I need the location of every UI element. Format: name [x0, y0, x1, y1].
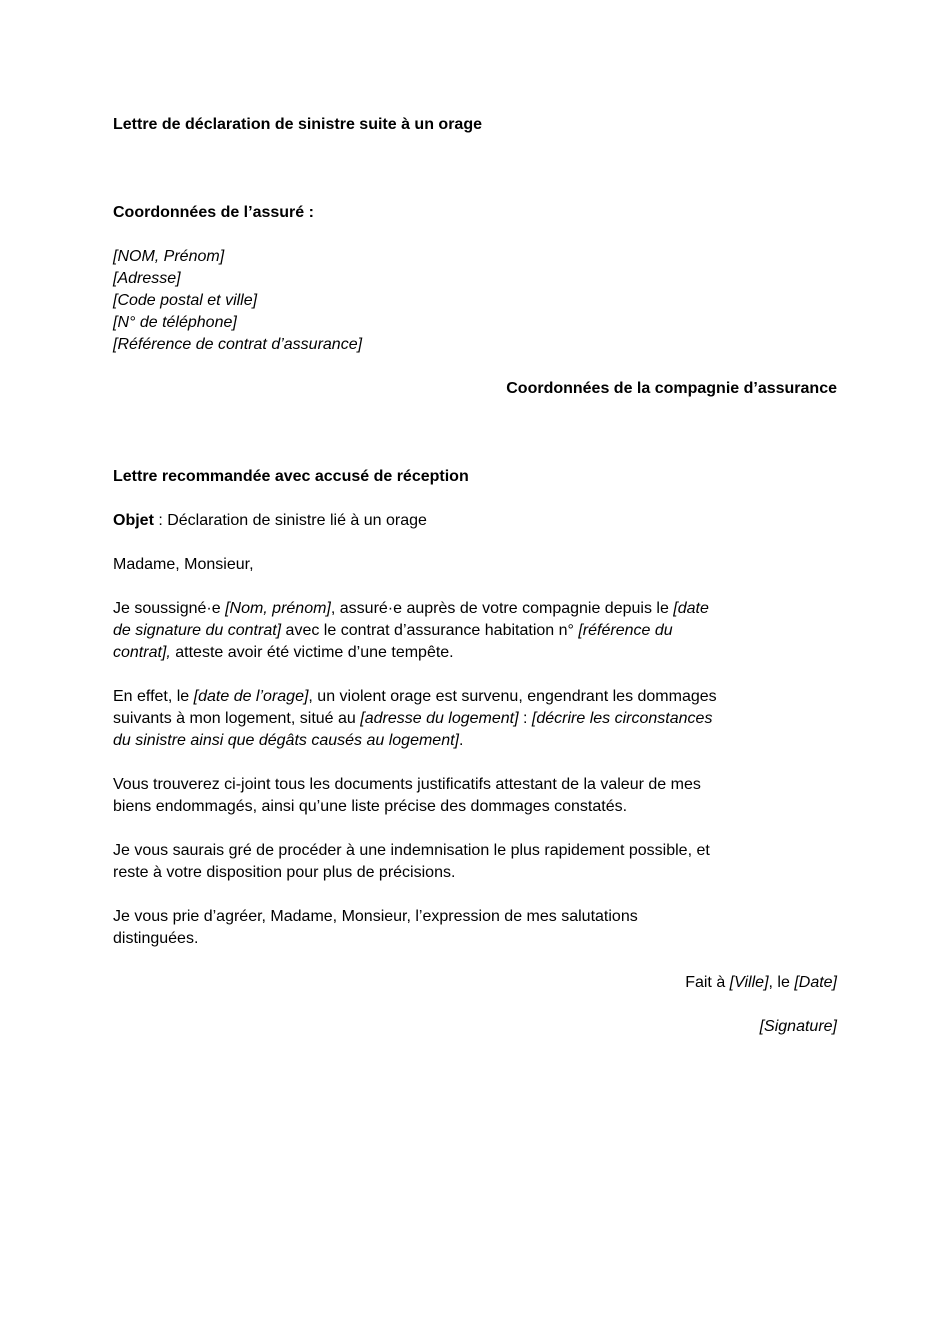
- registered-mail-line: Lettre recommandée avec accusé de réception: [113, 468, 469, 485]
- text-run: , un violent orage est survenu, engendrant les dommages: [308, 688, 717, 705]
- paragraph-line: [113, 642, 837, 664]
- paragraph-line: [113, 796, 837, 818]
- subject-line: [113, 510, 837, 532]
- paragraph-line: [113, 598, 837, 620]
- text-run: [Ville]: [729, 974, 769, 991]
- paragraph-intro: [113, 598, 837, 664]
- text-run: du sinistre ainsi que dégâts causés au logement]: [113, 732, 459, 749]
- text-run: .: [459, 732, 464, 749]
- paragraph-line: [113, 620, 837, 642]
- text-run: avec le contrat d’assurance habitation n°: [281, 622, 579, 639]
- paragraph-incident: [113, 686, 837, 752]
- text-run: de signature du contrat]: [113, 622, 282, 639]
- paragraph-documents: [113, 774, 837, 818]
- text-run: [Nom, prénom]: [225, 600, 331, 617]
- paragraph-line: [113, 862, 837, 884]
- text-run: [Date]: [794, 974, 837, 991]
- insured-line-city: [Code postal et ville]: [113, 292, 258, 309]
- paragraph-politeness: [113, 906, 837, 950]
- text-run: Vous trouverez ci-joint tous les documents justificatifs attestant de la valeur de mes: [113, 776, 701, 793]
- insured-details: [113, 246, 837, 356]
- closing-place-date: [113, 972, 837, 994]
- paragraph-indemnisation: [113, 840, 837, 884]
- insured-line-phone: [N° de téléphone]: [113, 314, 237, 331]
- paragraph-line: [113, 774, 837, 796]
- text-run: [date de l’orage]: [193, 688, 309, 705]
- insured-line-contract: [Référence de contrat d’assurance]: [113, 336, 363, 353]
- paragraph-line: [113, 686, 837, 708]
- letter-title: Lettre de déclaration de sinistre suite à un orage: [113, 116, 482, 133]
- text-run: Je soussigné·e: [113, 600, 226, 617]
- paragraph-line: [113, 730, 837, 752]
- text-run: contrat],: [113, 644, 171, 661]
- text-run: biens endommagés, ainsi qu’une liste précise des dommages constatés.: [113, 798, 628, 815]
- text-run: atteste avoir été victime d’une tempête.: [170, 644, 454, 661]
- paragraph-line: [113, 928, 837, 950]
- text-run: En effet, le: [113, 688, 194, 705]
- text-run: [référence du: [578, 622, 673, 639]
- signature-line: [Signature]: [759, 1018, 837, 1035]
- text-run: : Déclaration de sinistre lié à un orage: [153, 512, 427, 529]
- paragraph-line: [113, 840, 837, 862]
- insured-heading: Coordonnées de l’assuré :: [113, 204, 314, 221]
- text-run: :: [518, 710, 532, 727]
- paragraph-line: [113, 906, 837, 928]
- text-run: , assuré·e auprès de votre compagnie depuis le: [330, 600, 674, 617]
- paragraph-line: [113, 708, 837, 730]
- insured-line-address: [Adresse]: [113, 270, 181, 287]
- text-run: [adresse du logement]: [360, 710, 519, 727]
- text-run: Je vous prie d’agréer, Madame, Monsieur, l’expression de mes salutations: [113, 908, 638, 925]
- text-run: [décrire les circonstances: [531, 710, 713, 727]
- salutation: Madame, Monsieur,: [113, 556, 254, 573]
- company-heading: Coordonnées de la compagnie d’assurance: [506, 380, 837, 397]
- text-run: reste à votre disposition pour plus de précisions.: [113, 864, 456, 881]
- text-run: Fait à: [685, 974, 730, 991]
- text-run: suivants à mon logement, situé au: [113, 710, 361, 727]
- text-run: Objet: [113, 512, 154, 529]
- text-run: distinguées.: [113, 930, 199, 947]
- insured-line-name: [NOM, Prénom]: [113, 248, 225, 265]
- text-run: Je vous saurais gré de procéder à une indemnisation le plus rapidement possible, et: [113, 842, 710, 859]
- text-run: , le: [768, 974, 795, 991]
- text-run: [date: [673, 600, 709, 617]
